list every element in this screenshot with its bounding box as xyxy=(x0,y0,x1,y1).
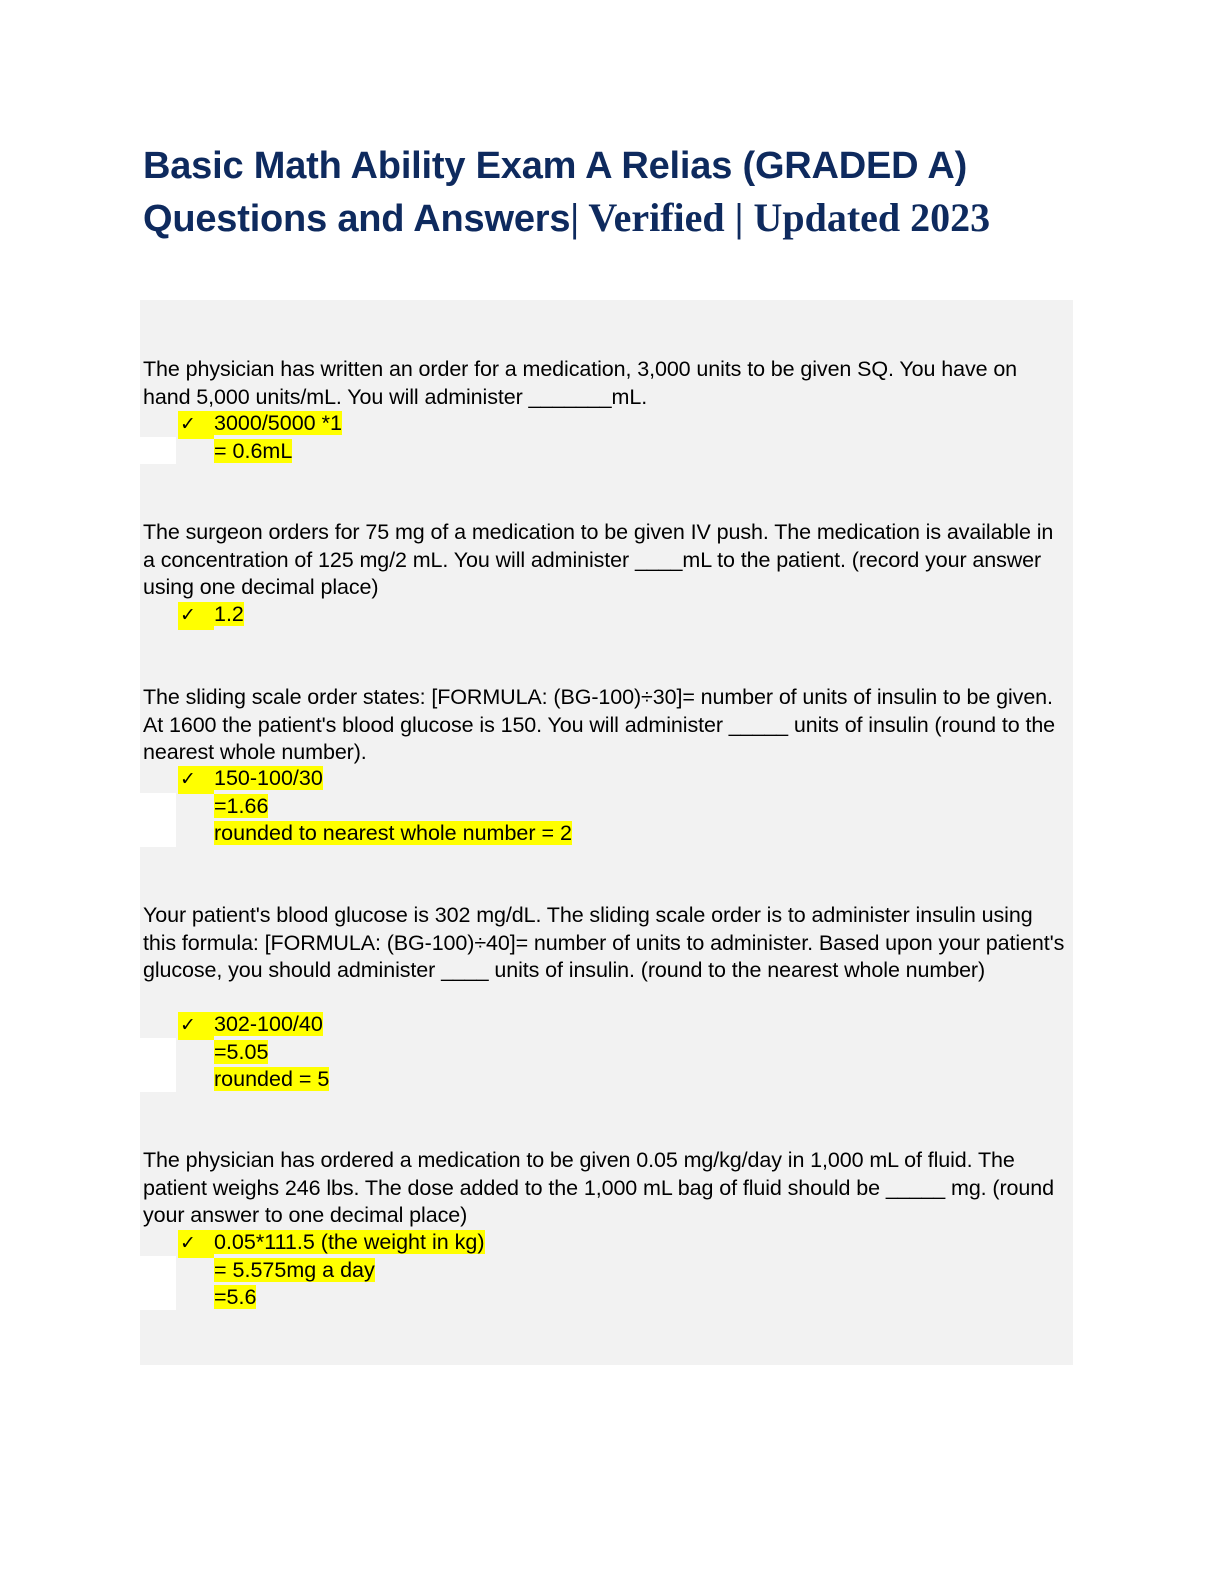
question-text: The sliding scale order states: [FORMULA: (BG-100)÷30]= number of units of insulin to be given. At 1600 the patient's blood glucose is 150. You will administer _____ units of insulin (round to the nearest whole number). xyxy=(143,685,1056,764)
document-title xyxy=(143,140,1143,246)
answer-block xyxy=(178,1011,329,1094)
answer-gap xyxy=(140,1256,176,1310)
answer-text: = 0.6mL xyxy=(214,438,293,463)
answer-line xyxy=(178,438,342,466)
answer-text: rounded = 5 xyxy=(214,1067,330,1091)
answer-text: = 5.575mg a day xyxy=(214,1257,375,1282)
checkmark-icon: ✓ xyxy=(178,766,214,794)
question-text: The physician has ordered a medication to be given 0.05 mg/kg/day in 1,000 mL of fluid. The patient weighs 246 lbs. The dose added to the 1,000 mL bag of fluid should be _____ mg. (round your answer to one decimal place) xyxy=(143,1148,1054,1227)
answer-line xyxy=(178,410,342,438)
question-text: Your patient's blood glucose is 302 mg/dL. The sliding scale order is to administer insulin using this formula: [FORMULA: (BG-100)÷40]= number of units to administer. Based upon your patient's glucose, you should administer ____ units of insulin. (round to the nearest whole number) xyxy=(143,903,1065,982)
answer-line xyxy=(178,1284,485,1312)
answer-line xyxy=(178,765,572,793)
answer-line xyxy=(178,1039,329,1067)
answer-line xyxy=(178,601,244,629)
answer-line xyxy=(178,1066,329,1094)
answer-gap xyxy=(140,793,176,847)
answer-text: 302-100/40 xyxy=(214,1012,323,1036)
question-text: The surgeon orders for 75 mg of a medication to be given IV push. The medication is available in a concentration of 125 mg/2 mL. You will administer ____mL to the patient. (record your answer using one decimal place) xyxy=(143,520,1054,599)
checkmark-icon: ✓ xyxy=(178,411,214,439)
answer-line xyxy=(178,1011,329,1039)
answer-text: rounded to nearest whole number = 2 xyxy=(214,821,572,845)
answer-block xyxy=(178,410,342,465)
title-line-2-serif: | Verified | Updated 2023 xyxy=(570,195,991,240)
answer-text: 1.2 xyxy=(214,602,244,626)
answer-block xyxy=(178,1229,485,1312)
answer-block xyxy=(178,601,244,629)
answer-line xyxy=(178,820,572,848)
answer-line xyxy=(178,1229,485,1257)
checkmark-icon: ✓ xyxy=(178,1012,214,1040)
answer-line xyxy=(178,1257,485,1285)
answer-line xyxy=(178,793,572,821)
checkmark-icon: ✓ xyxy=(178,1230,214,1258)
answer-text: =5.05 xyxy=(214,1039,269,1064)
title-line-2-sans: Questions and Answers xyxy=(143,198,571,240)
title-line-2 xyxy=(143,192,1143,246)
answer-block xyxy=(178,765,572,848)
answer-text: =1.66 xyxy=(214,793,269,818)
answer-text: 150-100/30 xyxy=(214,766,323,790)
answer-gap xyxy=(140,437,176,464)
question-text: The physician has written an order for a medication, 3,000 units to be given SQ. You have on hand 5,000 units/mL. You will administer _______mL. xyxy=(143,357,1018,409)
checkmark-icon: ✓ xyxy=(178,602,214,630)
answer-text: =5.6 xyxy=(214,1285,257,1309)
answer-text: 3000/5000 *1 xyxy=(214,411,342,435)
answer-text: 0.05*111.5 (the weight in kg) xyxy=(214,1230,485,1254)
answer-gap xyxy=(140,1038,176,1092)
title-line-1: Basic Math Ability Exam A Relias (GRADED A) xyxy=(143,145,968,187)
